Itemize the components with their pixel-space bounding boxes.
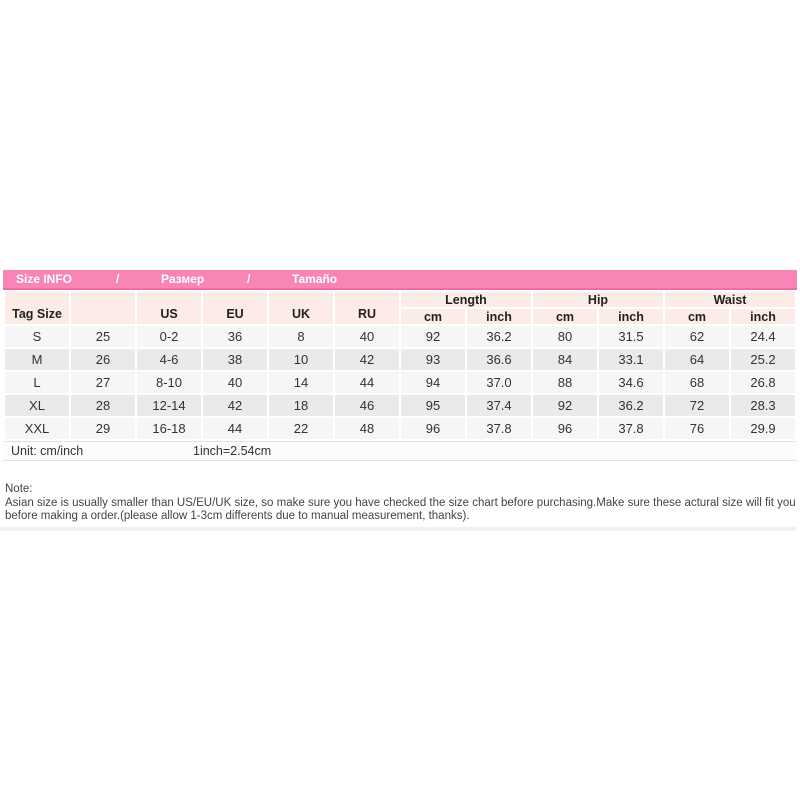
table-cell: 36.6	[466, 348, 532, 371]
table-cell: 44	[202, 417, 268, 440]
table-cell: 37.8	[466, 417, 532, 440]
table-cell: 96	[532, 417, 598, 440]
table-cell: 64	[664, 348, 730, 371]
table-cell: 95	[400, 394, 466, 417]
table-cell: 92	[532, 394, 598, 417]
table-cell: L	[4, 371, 70, 394]
table-cell: 18	[268, 394, 334, 417]
table-cell: 25.2	[730, 348, 796, 371]
bottom-divider	[0, 527, 796, 531]
table-cell: 96	[400, 417, 466, 440]
table-cell: 42	[334, 348, 400, 371]
table-cell: 27	[70, 371, 136, 394]
table-cell: 4-6	[136, 348, 202, 371]
table-cell: S	[4, 325, 70, 348]
banner-label-razmer: Размер	[161, 272, 205, 286]
table-cell: 48	[334, 417, 400, 440]
table-cell: 76	[664, 417, 730, 440]
table-cell: 46	[334, 394, 400, 417]
table-cell: 26.8	[730, 371, 796, 394]
table-cell: 40	[334, 325, 400, 348]
table-cell: 29	[70, 417, 136, 440]
banner-label-size-info: Size INFO	[16, 272, 73, 286]
header-cell-hip-cm: cm	[532, 308, 598, 325]
header-cell-ru: RU	[334, 291, 400, 325]
note	[5, 483, 796, 524]
table-cell: 93	[400, 348, 466, 371]
table-row	[4, 325, 796, 348]
size-chart	[3, 270, 797, 461]
size-table	[3, 290, 797, 441]
inch-conversion-label: 1inch=2.54cm	[193, 444, 272, 458]
table-cell: 40	[202, 371, 268, 394]
table-cell: 8-10	[136, 371, 202, 394]
table-cell: 14	[268, 371, 334, 394]
note-body: Asian size is usually smaller than US/EU/UK size, so make sure you have checked the size chart before purchasing.Make sure these actural size will fit you before making a order.(please allow 1-3cm differents due to manual measurement, thanks).	[5, 496, 796, 522]
banner-label-tamano: Tamaño	[292, 272, 338, 286]
table-cell: 12-14	[136, 394, 202, 417]
table-header-row-groups	[4, 291, 796, 308]
header-cell-waist-cm: cm	[664, 308, 730, 325]
table-cell: 16-18	[136, 417, 202, 440]
table-row	[4, 348, 796, 371]
table-row	[4, 417, 796, 440]
table-cell: 36.2	[466, 325, 532, 348]
header-cell-us: US	[136, 291, 202, 325]
unit-label: Unit: cm/inch	[11, 444, 84, 458]
table-cell: 31.5	[598, 325, 664, 348]
table-cell: M	[4, 348, 70, 371]
size-table-header	[4, 291, 796, 325]
table-cell: 24.4	[730, 325, 796, 348]
table-cell: 10	[268, 348, 334, 371]
table-cell: 42	[202, 394, 268, 417]
table-cell: 8	[268, 325, 334, 348]
table-cell: 26	[70, 348, 136, 371]
banner-separator: /	[116, 272, 120, 286]
header-cell-tag-size: Tag Size	[4, 291, 70, 325]
table-cell: 25	[70, 325, 136, 348]
table-cell: 88	[532, 371, 598, 394]
header-cell-waist-inch: inch	[730, 308, 796, 325]
unit-row	[3, 441, 797, 461]
table-cell: 94	[400, 371, 466, 394]
table-cell: 36	[202, 325, 268, 348]
table-cell: 28	[70, 394, 136, 417]
table-cell: 36.2	[598, 394, 664, 417]
table-cell: 37.8	[598, 417, 664, 440]
header-cell-blank	[70, 291, 136, 325]
size-table-body	[4, 325, 796, 440]
header-group-length: Length	[400, 291, 532, 308]
header-cell-hip-inch: inch	[598, 308, 664, 325]
header-group-waist: Waist	[664, 291, 796, 308]
table-cell: 22	[268, 417, 334, 440]
header-cell-eu: EU	[202, 291, 268, 325]
table-cell: 34.6	[598, 371, 664, 394]
table-row	[4, 371, 796, 394]
header-cell-uk: UK	[268, 291, 334, 325]
table-cell: 37.4	[466, 394, 532, 417]
table-cell: 38	[202, 348, 268, 371]
table-cell: XXL	[4, 417, 70, 440]
table-cell: XL	[4, 394, 70, 417]
table-cell: 92	[400, 325, 466, 348]
header-cell-length-cm: cm	[400, 308, 466, 325]
table-cell: 0-2	[136, 325, 202, 348]
header-cell-length-inch: inch	[466, 308, 532, 325]
table-cell: 29.9	[730, 417, 796, 440]
header-group-hip: Hip	[532, 291, 664, 308]
table-cell: 80	[532, 325, 598, 348]
table-row	[4, 394, 796, 417]
table-cell: 84	[532, 348, 598, 371]
table-cell: 44	[334, 371, 400, 394]
table-cell: 62	[664, 325, 730, 348]
table-cell: 28.3	[730, 394, 796, 417]
size-chart-banner	[3, 270, 797, 290]
banner-separator: /	[247, 272, 251, 286]
table-cell: 37.0	[466, 371, 532, 394]
table-cell: 33.1	[598, 348, 664, 371]
note-title: Note:	[5, 483, 33, 495]
table-cell: 72	[664, 394, 730, 417]
table-cell: 68	[664, 371, 730, 394]
